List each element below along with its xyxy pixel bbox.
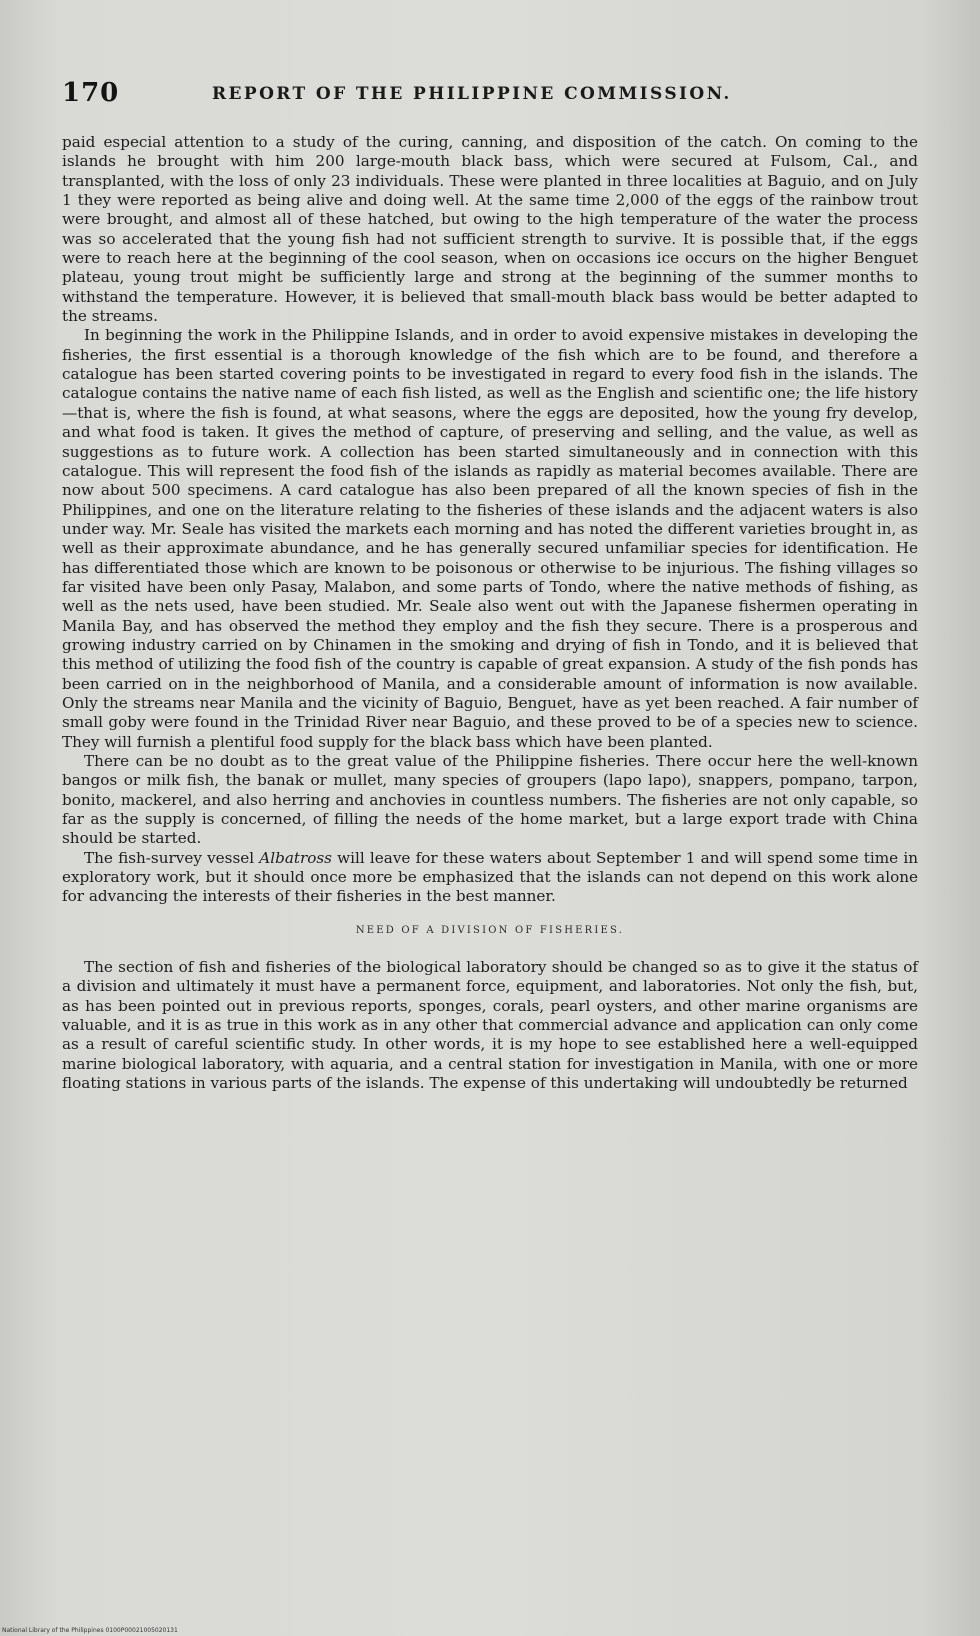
vessel-name: Albatross — [259, 848, 332, 867]
paragraph-fisheries-value: There can be no doubt as to the great value of the Philippine fisheries. There occur here the well-known bangos or milk fish, the banak or mullet, many species of groupers (lapo lapo), snappers, pompano, tarpon, bonito, mackerel, and also herring and anchovies in countless numbers. The fisheries are not only capable, so far as the supply is concerned, of filling the needs of the home market, but a large export trade with China should be started. — [62, 752, 918, 848]
scan-credit: National Library of the Philippines 0100P00021005020131 — [2, 1627, 178, 1634]
page-number: 170 — [62, 78, 120, 108]
section-heading-text: NEED OF A DIVISION OF FISHERIES. — [355, 924, 625, 936]
running-title: REPORT OF THE PHILIPPINE COMMISSION. — [212, 84, 732, 104]
paragraph-continuation: paid especial attention to a study of the curing, canning, and disposition of the catch. On coming to the islands he brought with him 200 large-mouth black bass, which were secured at Fulsom, Cal., and transplanted, with the loss of only 23 individuals. These were planted in three localities at Baguio, and on July 1 they were reported as being alive and doing well. At the same time 2,000 of the eggs of the rainbow trout were brought, and almost all of these hatched, but owing to the high temperature of the water the process was so accelerated that the young fish had not sufficient strength to survive. It is possible that, if the eggs were to reach here at the beginning of the cool season, when on occasions ice occurs on the higher Benguet plateau, young trout might be sufficiently large and strong at the beginning of the summer months to withstand the temperature. However, it is believed that small-mouth black bass would be better adapted to the streams. — [62, 133, 918, 326]
paragraph-catalogue: In beginning the work in the Philippine Islands, and in order to avoid expensive mistakes in developing the fisheries, the first essential is a thorough knowledge of the fish which are to be found, and therefore a catalogue has been started covering points to be investigated in regard to every food fish in the islands. The catalogue contains the native name of each fish listed, as well as the English and scientific one; the life history—that is, where the fish is found, at what seasons, where the eggs are deposited, how the young fry develop, and what food is taken. It gives the method of capture, of preserving and selling, and the value, as well as suggestions as to future work. A collection has been started simultaneously and in connection with this catalogue. This will represent the food fish of the islands as rapidly as material becomes available. There are now about 500 specimens. A card catalogue has also been prepared of all the known species of fish in the Philippines, and one on the literature relating to the fisheries of these islands and the adjacent waters is also under way. Mr. Seale has visited the markets each morning and has noted the different varieties brought in, as well as their approximate abundance, and he has generally secured unfamiliar species for identification. He has differentiated those which are known to be poisonous or otherwise to be injurious. The fishing villages so far visited have been only Pasay, Malabon, and some parts of Tondo, where the native methods of fishing, as well as the nets used, have been studied. Mr. Seale also went out with the Japanese fishermen operating in Manila Bay, and has observed the method they employ and the fish they secure. There is a prosperous and growing industry carried on by Chinamen in the smoking and drying of fish in Tondo, and it is believed that this method of utilizing the food fish of the country is capable of great expansion. A study of the fish ponds has been carried on in the neighborhood of Manila, and a considerable amount of information is now available. Only the streams near Manila and the vicinity of Baguio, Benguet, have as yet been reached. A fair number of small goby were found in the Trinidad River near Baguio, and these proved to be of a species new to science. They will furnish a plentiful food supply for the black bass which have been planted. — [62, 326, 918, 751]
body-text — [62, 133, 918, 1094]
paragraph-albatross-lead: The fish-survey vessel — [84, 848, 260, 867]
paragraph-albatross — [62, 849, 918, 907]
page-header — [62, 78, 922, 112]
section-heading — [62, 921, 918, 940]
paragraph-division: The section of fish and fisheries of the biological laboratory should be changed so as to give it the status of a division and ultimately it must have a permanent force, equipment, and laboratories. Not only the fish, but, as has been pointed out in previous reports, sponges, corals, pearl oysters, and other marine organisms are valuable, and it is as true in this work as in any other that commercial advance and application can only come as a result of careful scientific study. In other words, it is my hope to see established here a well-equipped marine biological laboratory, with aquaria, and a central station for investigation in Manila, with one or more floating stations in various parts of the islands. The expense of this undertaking will undoubtedly be returned — [62, 958, 918, 1093]
paragraph-albatross-rest: will leave for these waters about September 1 and will spend some time in exploratory work, but it should once more be emphasized that the islands can not depend on this work alone for advancing the interests of their fisheries in the best manner. — [62, 848, 918, 906]
